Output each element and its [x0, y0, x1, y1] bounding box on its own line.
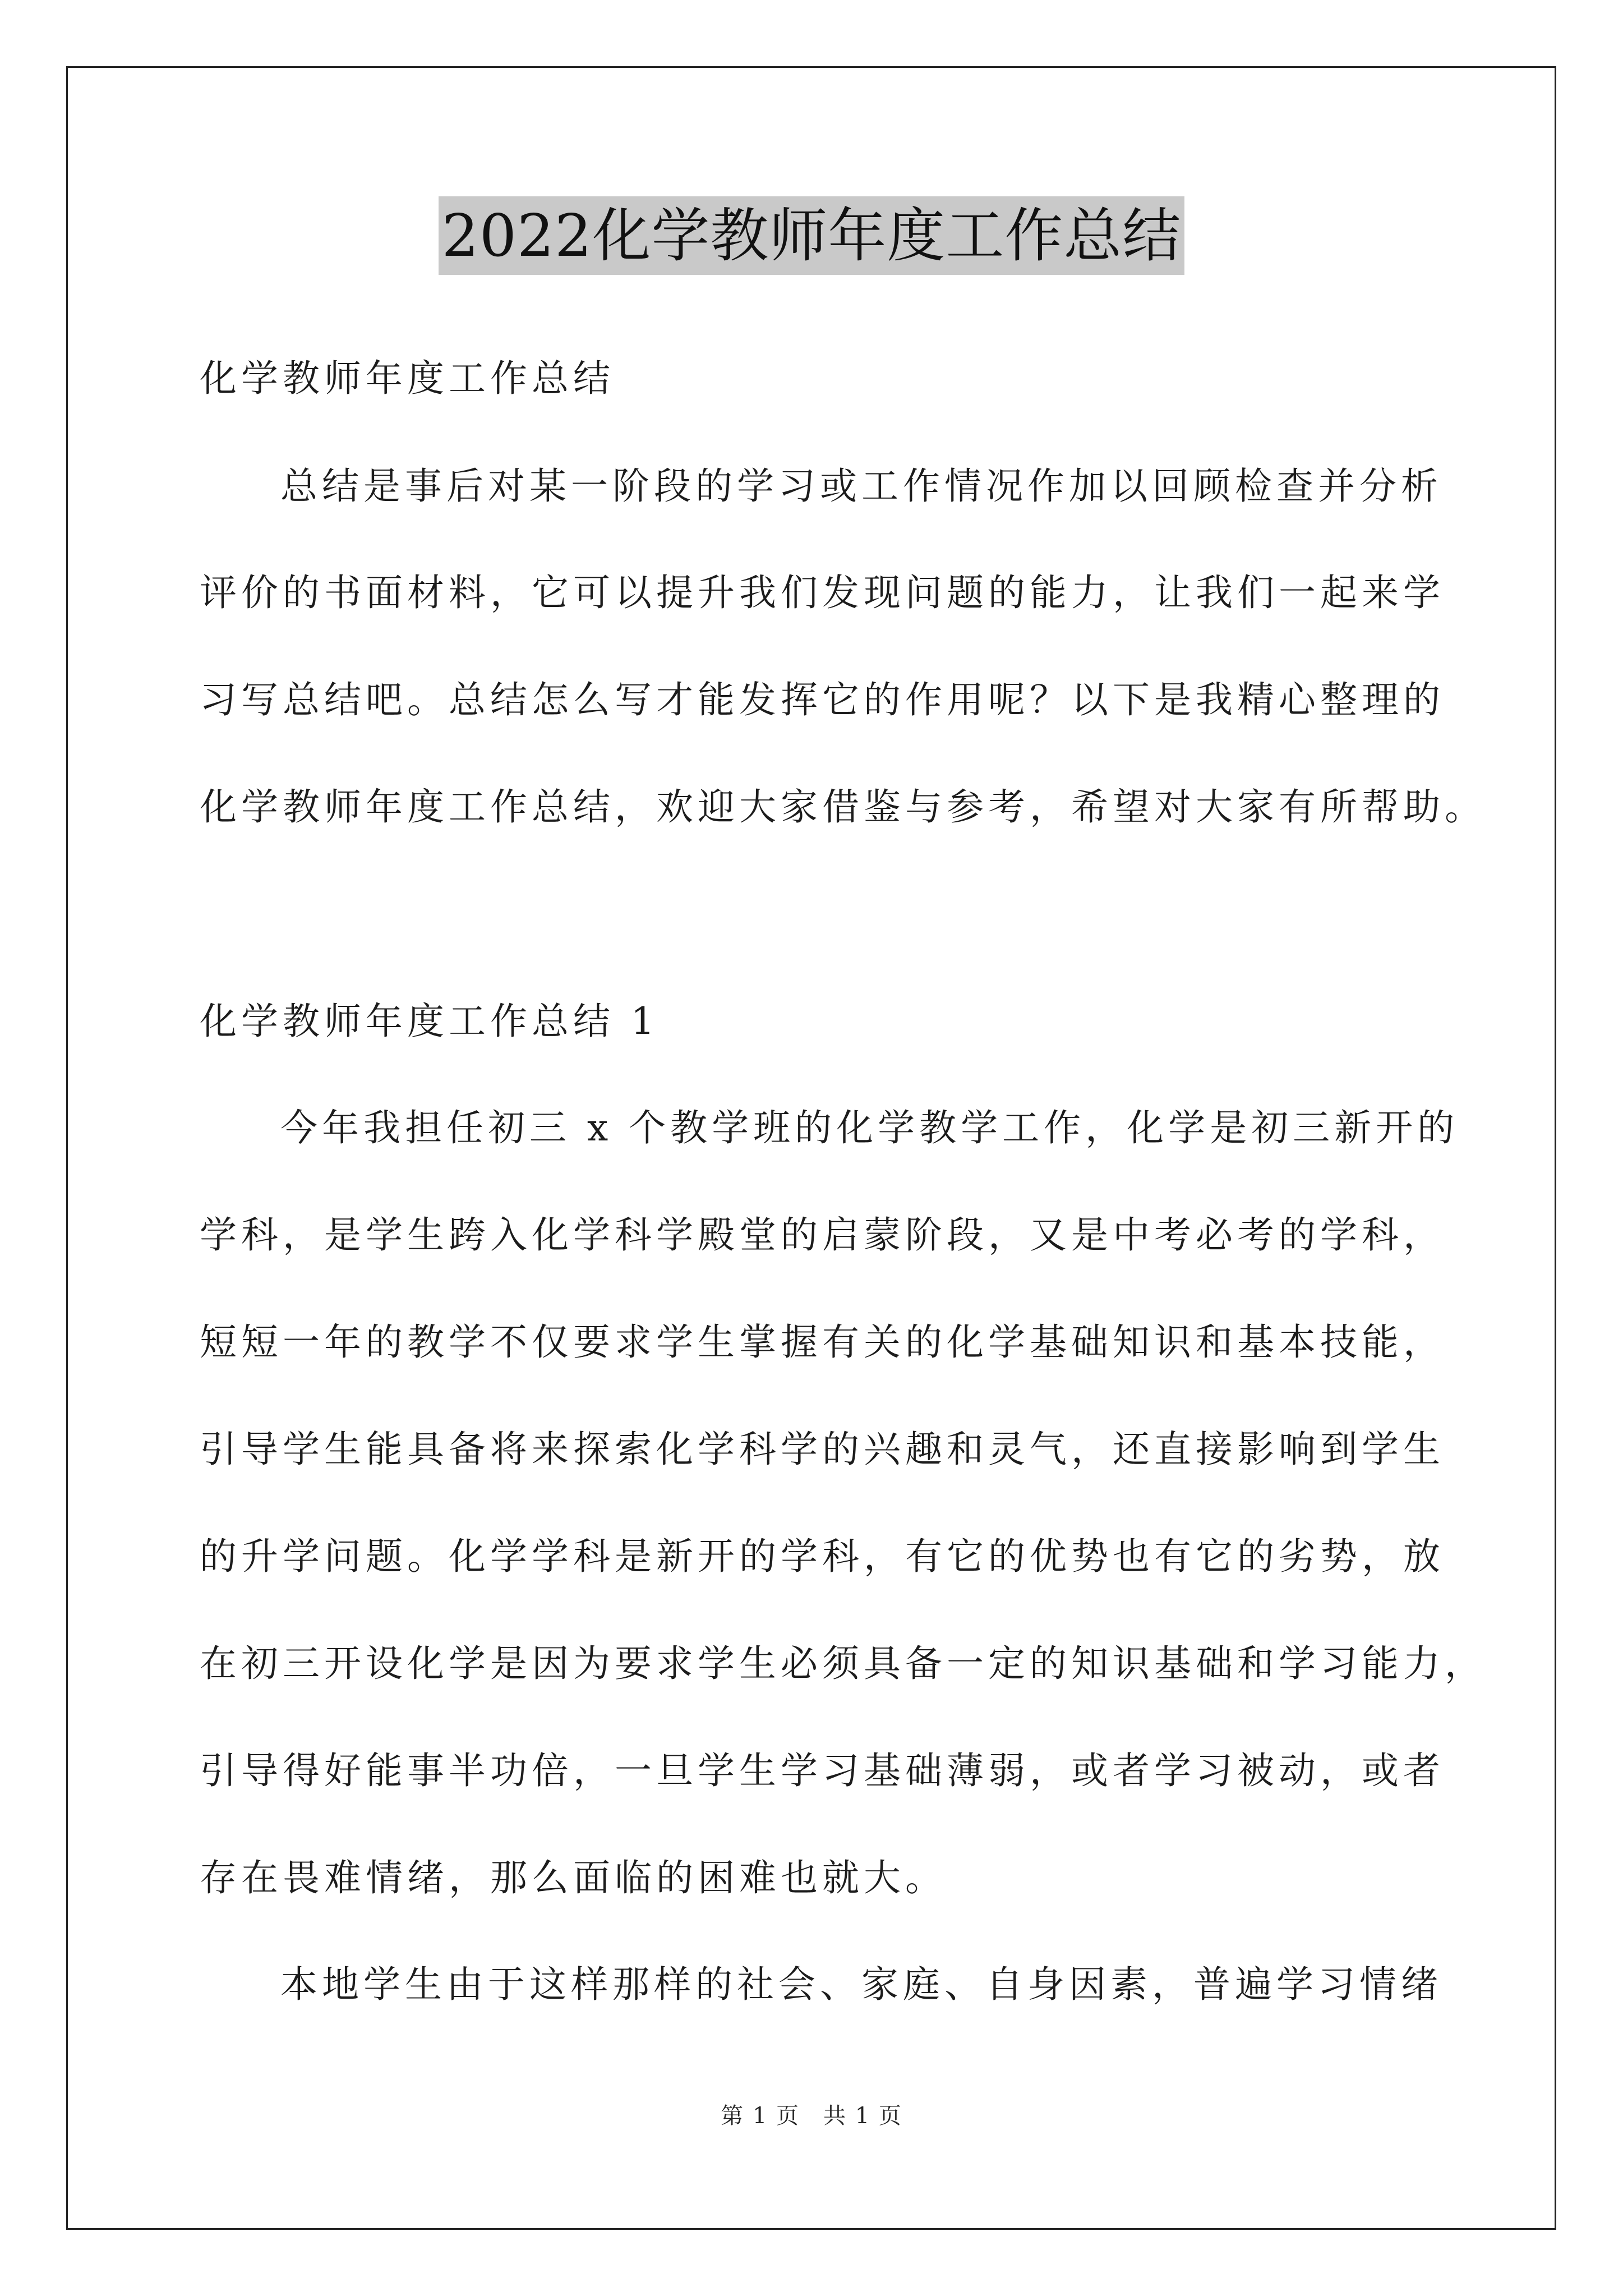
title-container [0, 196, 1623, 275]
body-line: 学科，是学生跨入化学科学殿堂的启蒙阶段，又是中考必考的学科， [200, 1213, 1445, 1257]
body-line: 短短一年的教学不仅要求学生掌握有关的化学基础知识和基本技能， [200, 1320, 1445, 1364]
subtitle: 化学教师年度工作总结 [200, 357, 615, 400]
body-line: 今年我担任初三 x 个教学班的化学教学工作，化学是初三新开的 [280, 1106, 1459, 1149]
section-heading: 化学教师年度工作总结 1 [200, 1000, 659, 1043]
document-title: 2022化学教师年度工作总结 [439, 196, 1185, 275]
intro-line: 化学教师年度工作总结，欢迎大家借鉴与参考，希望对大家有所帮助。 [200, 785, 1486, 829]
body-line: 的升学问题。化学学科是新开的学科，有它的优势也有它的劣势，放 [200, 1535, 1445, 1578]
body-line: 在初三开设化学是因为要求学生必须具备一定的知识基础和学习能力， [200, 1642, 1486, 1685]
body-line: 引导学生能具备将来探索化学科学的兴趣和灵气，还直接影响到学生 [200, 1428, 1445, 1471]
body-line: 存在畏难情绪，那么面临的困难也就大。 [200, 1856, 947, 1899]
intro-line: 总结是事后对某一阶段的学习或工作情况作加以回顾检查并分析 [280, 464, 1442, 508]
intro-line: 习写总结吧。总结怎么写才能发挥它的作用呢？以下是我精心整理的 [200, 678, 1445, 721]
intro-line: 评价的书面材料，它可以提升我们发现问题的能力，让我们一起来学 [200, 571, 1445, 614]
body-line: 引导得好能事半功倍，一旦学生学习基础薄弱，或者学习被动，或者 [200, 1749, 1445, 1792]
body-line: 本地学生由于这样那样的社会、家庭、自身因素，普遍学习情绪 [280, 1963, 1442, 2006]
page-footer: 第 1 页 共 1 页 [721, 2103, 902, 2129]
